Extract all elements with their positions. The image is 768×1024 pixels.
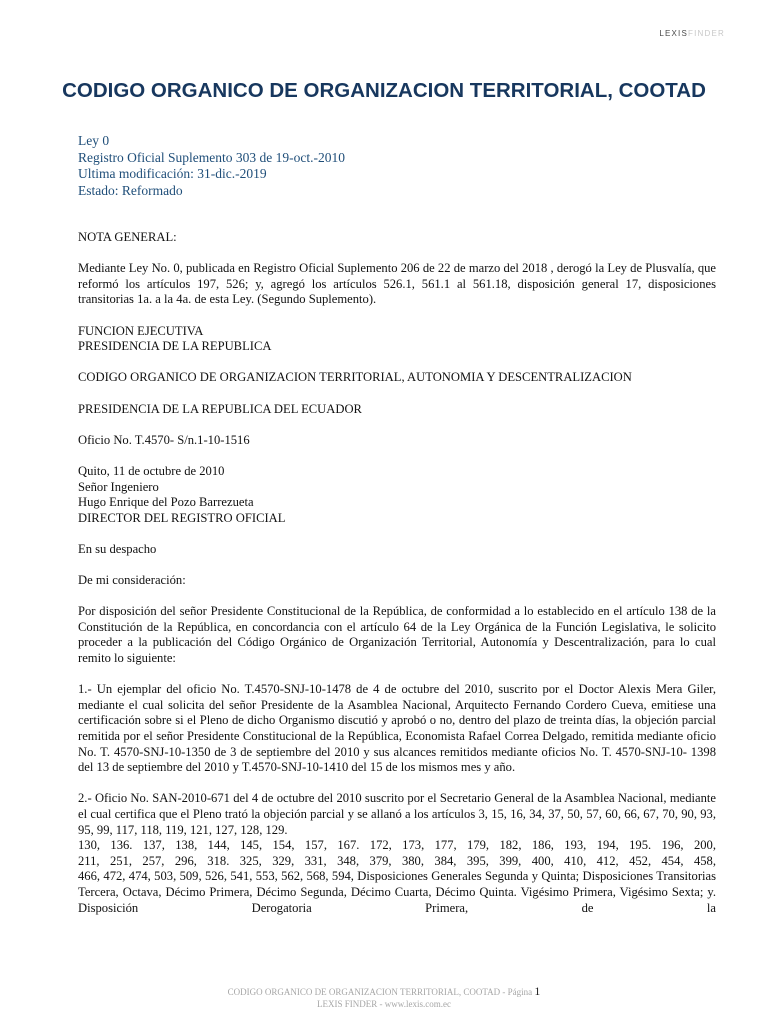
- paragraph-item-2-articles-c: 466, 472, 474, 503, 509, 526, 541, 553, 562, 568, 594, Disposiciones Generales Segunda y Quinta; Disposiciones Transitorias Tercera, Octava, Décimo Primera, Décimo Segunda, Décimo Cuarta, Décimo Quinta. Vigésimo Primera, Vigésimo Sexta; y. Disposición Derogatoria Primera, de la: [78, 869, 716, 915]
- despacho-line: En su despacho: [78, 541, 157, 556]
- document-body: [78, 230, 716, 916]
- brand-lexis: LEXIS: [659, 29, 689, 38]
- oficio-number: Oficio No. T.4570- S/n.1-10-1516: [78, 432, 250, 447]
- lexis-finder-logo: [659, 29, 725, 38]
- brand-finder: FINDER: [688, 29, 725, 38]
- document-title: CODIGO ORGANICO DE ORGANIZACION TERRITORIAL, COOTAD: [62, 79, 706, 102]
- nota-general-text: Mediante Ley No. 0, publicada en Registro Oficial Suplemento 206 de 22 de marzo del 2018 , derogó la Ley de Plusvalía, que reformó los artículos 197, 526; y, agregó los artículos 526.1, 561.1 al 561.18, disposición general 17, disposiciones transitorias 1a. a la 4a. de esta Ley. (Segundo Suplemento).: [78, 261, 716, 307]
- meta-registro: Registro Oficial Suplemento 303 de 19-oct.-2010: [78, 149, 345, 165]
- paragraph-item-1: 1.- Un ejemplar del oficio No. T.4570-SNJ-10-1478 de 4 de octubre del 2010, suscrito por el Doctor Alexis Mera Giler, mediante el cual solicita del señor Presidente de la Asamblea Nacional, Arquitecto Fernando Cordero Cueva, emitiese una certificación sobre si el Pleno de dicho Organismo discutió y aprobó o no, dentro del plazo de treinta días, la objeción parcial remitida por el señor Presidente Constitucional de la República, Economista Rafael Correa Delgado, remitida mediante oficio No. T. 4570-SNJ-10-1350 de 3 de septiembre del 2010 y sus alcances remitidos mediante oficios No. T. 4570-SNJ-10- 1398 del 13 de septiembre del 2010 y T.4570-SNJ-10-1410 del 15 de los mismos mes y año.: [78, 682, 716, 775]
- recipient-position: DIRECTOR DEL REGISTRO OFICIAL: [78, 510, 286, 525]
- paragraph-item-2-articles-a: 130, 136. 137, 138, 144, 145, 154, 157, 167. 172, 173, 177, 179, 182, 186, 193, 194, 195. 196, 200,: [78, 838, 716, 853]
- document-metadata: [78, 133, 345, 199]
- codigo-full-title: CODIGO ORGANICO DE ORGANIZACION TERRITORIAL, AUTONOMIA Y DESCENTRALIZACION: [78, 370, 632, 385]
- meta-modificacion: Ultima modificación: 31-dic.-2019: [78, 166, 267, 181]
- paragraph-item-2-articles-b: 211, 251, 257, 296, 318. 325, 329, 331, 348, 379, 380, 384, 395, 399, 400, 410, 412, 452, 454, 458,: [78, 853, 716, 868]
- page-number: 1: [534, 984, 541, 998]
- meta-ley: Ley 0: [78, 133, 110, 148]
- recipient-title: Señor Ingeniero: [78, 479, 159, 494]
- paragraph-disposicion: Por disposición del señor Presidente Constitucional de la República, de conformidad a lo establecido en el artículo 138 de la Constitución de la República, en concordancia con el artículo 64 de la Ley Orgánica de la Función Legislativa, le solicito proceder a la publicación del Código Orgánico de Organización Territorial, Autonomía y Descentralización, para lo cual remito lo siguiente:: [78, 604, 716, 666]
- recipient-name: Hugo Enrique del Pozo Barrezueta: [78, 495, 254, 510]
- nota-general-heading: NOTA GENERAL:: [78, 230, 177, 244]
- footer-website: LEXIS FINDER - www.lexis.com.ec: [317, 999, 451, 1009]
- footer-title-line: [0, 985, 768, 998]
- letter-date: Quito, 11 de octubre de 2010: [78, 463, 225, 478]
- funcion-ejecutiva: FUNCION EJECUTIVA: [78, 323, 204, 338]
- presidencia-republica: PRESIDENCIA DE LA REPUBLICA: [78, 339, 272, 354]
- footer-title: CODIGO ORGANICO DE ORGANIZACION TERRITORIAL, COOTAD - Página: [227, 987, 533, 997]
- page-footer: [0, 985, 768, 1010]
- salutation: De mi consideración:: [78, 573, 186, 588]
- presidencia-ecuador: PRESIDENCIA DE LA REPUBLICA DEL ECUADOR: [78, 401, 362, 416]
- paragraph-item-2: 2.- Oficio No. SAN-2010-671 del 4 de octubre del 2010 suscrito por el Secretario General de la Asamblea Nacional, mediante el cual certifica que el Pleno trató la objeción parcial y se allanó a los artículos 3, 15, 16, 34, 37, 50, 57, 60, 66, 67, 70, 90, 93, 95, 99, 117, 118, 119, 121, 127, 128, 129.: [78, 791, 716, 837]
- meta-estado: Estado: Reformado: [78, 182, 183, 198]
